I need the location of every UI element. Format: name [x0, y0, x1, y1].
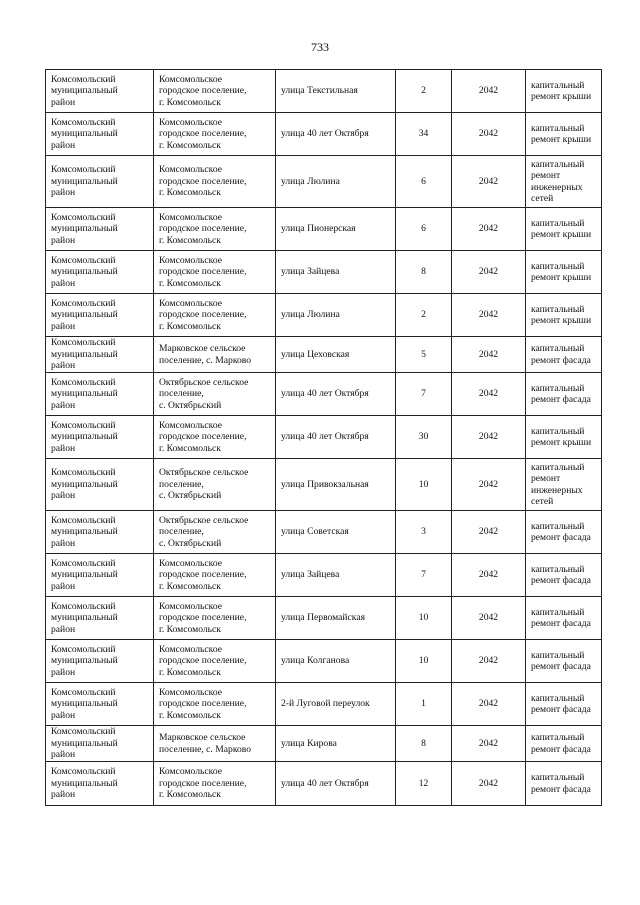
settlement-cell: Марковское сельское поселение, с. Марково [154, 726, 276, 762]
house-number-cell: 30 [396, 416, 452, 459]
street-cell: улица Советская [276, 511, 396, 554]
table-row [46, 554, 602, 597]
table-row [46, 373, 602, 416]
street-cell: улица Первомайская [276, 597, 396, 640]
district-cell: Комсомольский муниципальный район [46, 373, 154, 416]
street-cell: улица Привокзальная [276, 459, 396, 511]
table-row [46, 597, 602, 640]
settlement-cell: Комсомольское городское поселение, г. Комсомольск [154, 554, 276, 597]
year-cell: 2042 [452, 554, 526, 597]
house-number-cell: 8 [396, 251, 452, 294]
year-cell: 2042 [452, 762, 526, 806]
table-row [46, 208, 602, 251]
street-cell: улица 40 лет Октября [276, 416, 396, 459]
house-number-cell: 8 [396, 726, 452, 762]
year-cell: 2042 [452, 640, 526, 683]
house-number-cell: 1 [396, 683, 452, 726]
street-cell: улица Колганова [276, 640, 396, 683]
table-row [46, 683, 602, 726]
table-row [46, 511, 602, 554]
district-cell: Комсомольский муниципальный район [46, 156, 154, 208]
house-number-cell: 10 [396, 459, 452, 511]
district-cell: Комсомольский муниципальный район [46, 113, 154, 156]
work-type-cell: капитальный ремонт крыши [526, 70, 602, 113]
work-type-cell: капитальный ремонт инженерных сетей [526, 459, 602, 511]
work-type-cell: капитальный ремонт крыши [526, 113, 602, 156]
settlement-cell: Октябрьское сельское поселение, с. Октябрьский [154, 511, 276, 554]
street-cell: улица Пионерская [276, 208, 396, 251]
table-body [46, 70, 602, 806]
year-cell: 2042 [452, 208, 526, 251]
district-cell: Комсомольский муниципальный район [46, 683, 154, 726]
work-type-cell: капитальный ремонт фасада [526, 337, 602, 373]
house-number-cell: 2 [396, 294, 452, 337]
district-cell: Комсомольский муниципальный район [46, 337, 154, 373]
table-row [46, 416, 602, 459]
year-cell: 2042 [452, 511, 526, 554]
street-cell: улица 40 лет Октября [276, 762, 396, 806]
work-type-cell: капитальный ремонт фасада [526, 762, 602, 806]
district-cell: Комсомольский муниципальный район [46, 554, 154, 597]
street-cell: улица Текстильная [276, 70, 396, 113]
street-cell: улица Кирова [276, 726, 396, 762]
district-cell: Комсомольский муниципальный район [46, 726, 154, 762]
year-cell: 2042 [452, 337, 526, 373]
settlement-cell: Комсомольское городское поселение, г. Комсомольск [154, 416, 276, 459]
year-cell: 2042 [452, 113, 526, 156]
table-row [46, 156, 602, 208]
settlement-cell: Октябрьское сельское поселение, с. Октябрьский [154, 373, 276, 416]
house-number-cell: 10 [396, 597, 452, 640]
house-number-cell: 10 [396, 640, 452, 683]
settlement-cell: Комсомольское городское поселение, г. Комсомольск [154, 683, 276, 726]
work-type-cell: капитальный ремонт крыши [526, 251, 602, 294]
house-number-cell: 7 [396, 554, 452, 597]
district-cell: Комсомольский муниципальный район [46, 294, 154, 337]
table-row [46, 337, 602, 373]
settlement-cell: Комсомольское городское поселение, г. Комсомольск [154, 762, 276, 806]
house-number-cell: 3 [396, 511, 452, 554]
house-number-cell: 12 [396, 762, 452, 806]
year-cell: 2042 [452, 156, 526, 208]
table-row [46, 70, 602, 113]
house-number-cell: 34 [396, 113, 452, 156]
house-number-cell: 7 [396, 373, 452, 416]
work-type-cell: капитальный ремонт фасада [526, 597, 602, 640]
house-number-cell: 2 [396, 70, 452, 113]
year-cell: 2042 [452, 683, 526, 726]
year-cell: 2042 [452, 726, 526, 762]
year-cell: 2042 [452, 459, 526, 511]
year-cell: 2042 [452, 373, 526, 416]
street-cell: улица 40 лет Октября [276, 113, 396, 156]
district-cell: Комсомольский муниципальный район [46, 416, 154, 459]
district-cell: Комсомольский муниципальный район [46, 511, 154, 554]
settlement-cell: Комсомольское городское поселение, г. Комсомольск [154, 156, 276, 208]
table-row [46, 251, 602, 294]
year-cell: 2042 [452, 416, 526, 459]
work-type-cell: капитальный ремонт инженерных сетей [526, 156, 602, 208]
work-type-cell: капитальный ремонт фасада [526, 554, 602, 597]
page-number: 733 [311, 40, 329, 54]
table-row [46, 459, 602, 511]
table-row [46, 640, 602, 683]
settlement-cell: Октябрьское сельское поселение, с. Октябрьский [154, 459, 276, 511]
house-number-cell: 5 [396, 337, 452, 373]
housing-repair-table [45, 69, 602, 806]
work-type-cell: капитальный ремонт фасада [526, 640, 602, 683]
settlement-cell: Комсомольское городское поселение, г. Комсомольск [154, 208, 276, 251]
year-cell: 2042 [452, 294, 526, 337]
street-cell: улица 40 лет Октября [276, 373, 396, 416]
house-number-cell: 6 [396, 156, 452, 208]
street-cell: улица Зайцева [276, 554, 396, 597]
year-cell: 2042 [452, 70, 526, 113]
street-cell: улица Цеховская [276, 337, 396, 373]
settlement-cell: Комсомольское городское поселение, г. Комсомольск [154, 251, 276, 294]
table-row [46, 762, 602, 806]
settlement-cell: Марковское сельское поселение, с. Марково [154, 337, 276, 373]
settlement-cell: Комсомольское городское поселение, г. Комсомольск [154, 597, 276, 640]
work-type-cell: капитальный ремонт крыши [526, 294, 602, 337]
settlement-cell: Комсомольское городское поселение, г. Комсомольск [154, 640, 276, 683]
street-cell: улица Зайцева [276, 251, 396, 294]
settlement-cell: Комсомольское городское поселение, г. Комсомольск [154, 70, 276, 113]
year-cell: 2042 [452, 251, 526, 294]
district-cell: Комсомольский муниципальный район [46, 597, 154, 640]
table-row [46, 294, 602, 337]
district-cell: Комсомольский муниципальный район [46, 640, 154, 683]
settlement-cell: Комсомольское городское поселение, г. Комсомольск [154, 294, 276, 337]
work-type-cell: капитальный ремонт крыши [526, 208, 602, 251]
district-cell: Комсомольский муниципальный район [46, 762, 154, 806]
table-row [46, 726, 602, 762]
street-cell: улица Люлина [276, 156, 396, 208]
work-type-cell: капитальный ремонт фасада [526, 683, 602, 726]
work-type-cell: капитальный ремонт фасада [526, 373, 602, 416]
settlement-cell: Комсомольское городское поселение, г. Комсомольск [154, 113, 276, 156]
street-cell: 2-й Луговой переулок [276, 683, 396, 726]
district-cell: Комсомольский муниципальный район [46, 251, 154, 294]
house-number-cell: 6 [396, 208, 452, 251]
work-type-cell: капитальный ремонт фасада [526, 726, 602, 762]
table-row [46, 113, 602, 156]
district-cell: Комсомольский муниципальный район [46, 70, 154, 113]
district-cell: Комсомольский муниципальный район [46, 459, 154, 511]
year-cell: 2042 [452, 597, 526, 640]
district-cell: Комсомольский муниципальный район [46, 208, 154, 251]
work-type-cell: капитальный ремонт крыши [526, 416, 602, 459]
street-cell: улица Люлина [276, 294, 396, 337]
work-type-cell: капитальный ремонт фасада [526, 511, 602, 554]
